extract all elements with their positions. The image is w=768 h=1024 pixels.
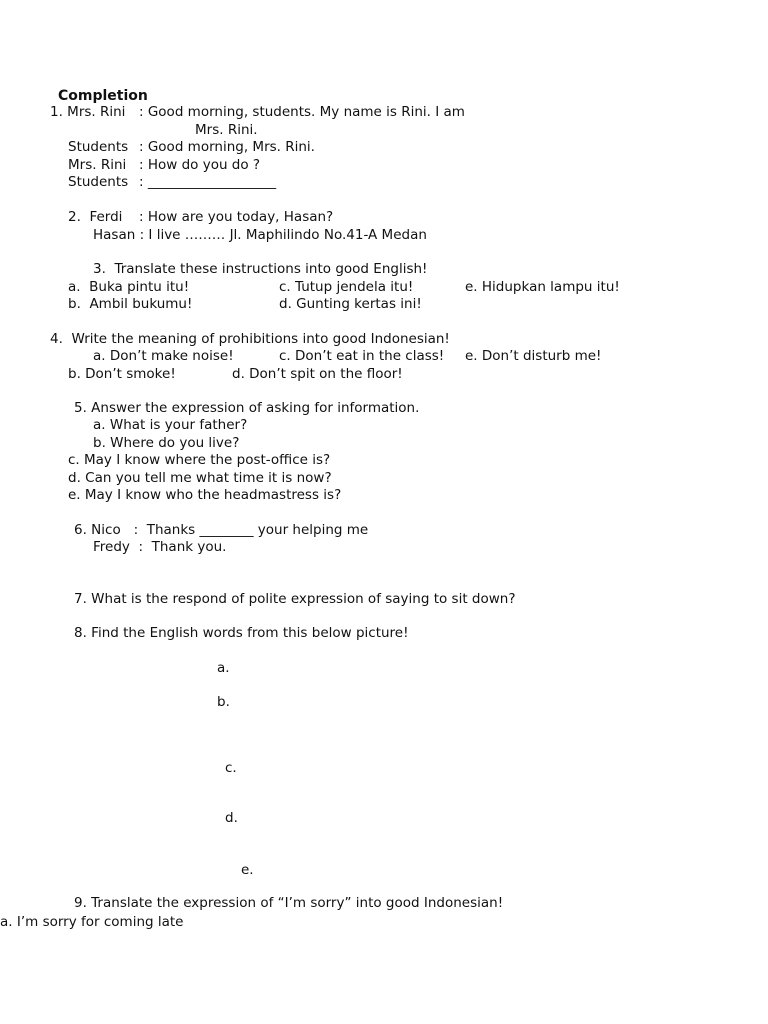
q8-item-d: d. — [225, 810, 238, 826]
q3-item-e: e. Hidupkan lampu itu! — [465, 279, 620, 295]
q7-prompt: 7. What is the respond of polite expression of saying to sit down? — [74, 591, 516, 607]
q4-item-b: b. Don’t smoke! — [68, 366, 176, 382]
q1-dialogue-1-cont: Mrs. Rini. — [195, 122, 258, 138]
worksheet-title: Completion — [58, 88, 148, 104]
q4-item-c: c. Don’t eat in the class! — [279, 348, 445, 364]
q3-item-d: d. Gunting kertas ini! — [279, 296, 422, 312]
q9-prompt: 9. Translate the expression of “I’m sorry” into good Indonesian! — [74, 895, 504, 911]
q5-item-b: b. Where do you live? — [93, 435, 240, 451]
q1-dialogue-2: : Good morning, Mrs. Rini. — [139, 139, 315, 155]
q2-speaker-1: 2. Ferdi — [68, 209, 123, 225]
q2-dialogue-2: Hasan : I live ……… Jl. Maphilindo No.41-A Medan — [93, 227, 427, 243]
q1-dialogue-1: : Good morning, students. My name is Rini. I am — [139, 104, 465, 120]
q5-item-e: e. May I know who the headmastress is? — [68, 487, 342, 503]
q8-item-c: c. — [225, 760, 237, 776]
q8-item-a: a. — [217, 660, 230, 676]
q1-speaker-4: Students — [68, 174, 129, 190]
q4-item-e: e. Don’t disturb me! — [465, 348, 602, 364]
q6-dialogue-1: 6. Nico : Thanks ________ your helping me — [74, 522, 369, 538]
q1-dialogue-3: : How do you do ? — [139, 157, 261, 173]
q5-prompt: 5. Answer the expression of asking for information. — [74, 400, 420, 416]
q1-speaker-1: 1. Mrs. Rini — [50, 104, 126, 120]
q6-dialogue-2: Fredy : Thank you. — [93, 539, 227, 555]
q8-prompt: 8. Find the English words from this below picture! — [74, 625, 409, 641]
q9-item-a: a. I’m sorry for coming late — [0, 914, 184, 930]
q3-item-b: b. Ambil bukumu! — [68, 296, 193, 312]
q3-item-c: c. Tutup jendela itu! — [279, 279, 414, 295]
q8-item-b: b. — [217, 694, 230, 710]
q5-item-d: d. Can you tell me what time it is now? — [68, 470, 332, 486]
q5-item-c: c. May I know where the post-office is? — [68, 452, 331, 468]
q4-prompt: 4. Write the meaning of prohibitions into good Indonesian! — [50, 331, 450, 347]
q1-speaker-3: Mrs. Rini — [68, 157, 127, 173]
q3-prompt: 3. Translate these instructions into good English! — [93, 261, 428, 277]
q4-item-a: a. Don’t make noise! — [93, 348, 234, 364]
q5-item-a: a. What is your father? — [93, 417, 248, 433]
q2-dialogue-1: : How are you today, Hasan? — [139, 209, 334, 225]
q1-speaker-2: Students — [68, 139, 129, 155]
q3-item-a: a. Buka pintu itu! — [68, 279, 190, 295]
q4-item-d: d. Don’t spit on the floor! — [232, 366, 403, 382]
q8-item-e: e. — [241, 862, 254, 878]
q1-answer-blank: : ___________________ — [139, 174, 277, 190]
